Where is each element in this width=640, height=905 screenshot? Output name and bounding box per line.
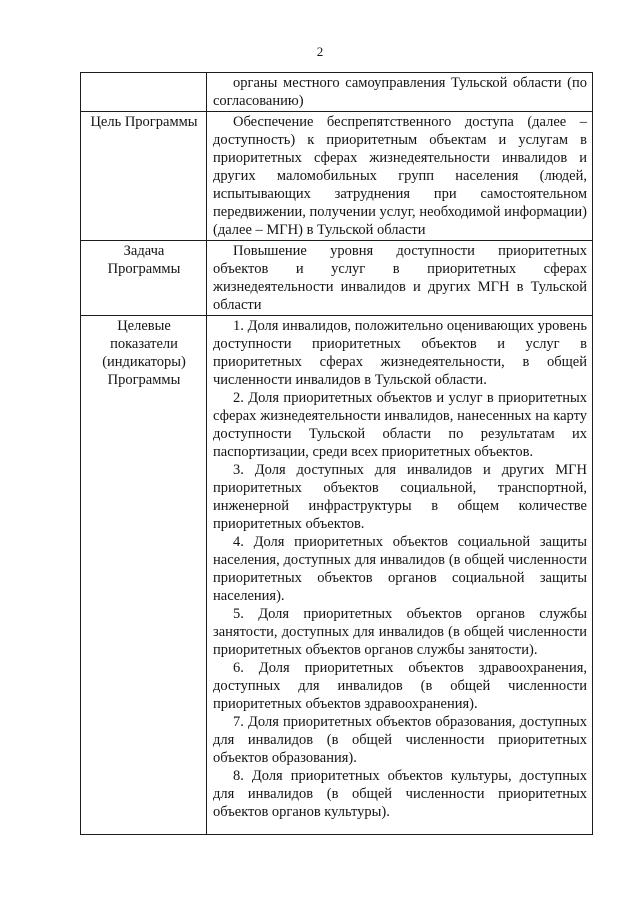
row-label: Цель Программы	[81, 112, 207, 241]
indicator-item: 7. Доля приоритетных объектов образования, доступных для инвалидов (в общей численности приоритетных объектов образования).	[213, 714, 587, 766]
indicator-item: 2. Доля приоритетных объектов и услуг в приоритетных сферах жизнедеятельности инвалидов, нанесенных на карту доступности Тульской области по результатам их паспортизации, среди всех приоритетных объектов.	[213, 390, 587, 460]
table-row-target-indicators	[81, 316, 593, 835]
page-number: 2	[316, 44, 324, 59]
task-text: Повышение уровня доступности приоритетных объектов и услуг в приоритетных сферах жизнедеятельности инвалидов и других МГН в Тульской области	[213, 243, 587, 313]
indicator-item: 5. Доля приоритетных объектов органов службы занятости, доступных для инвалидов (в общей численности приоритетных объектов органов службы занятости).	[213, 606, 587, 658]
table-row-program-task	[81, 241, 593, 316]
row-content	[207, 112, 593, 241]
row-label	[81, 73, 207, 112]
indicator-item: 8. Доля приоритетных объектов культуры, доступных для инвалидов (в общей численности приоритетных объектов органов культуры).	[213, 768, 587, 820]
table-row-executors-continued	[81, 73, 593, 112]
indicator-item: 4. Доля приоритетных объектов социальной защиты населения, доступных для инвалидов (в общей численности приоритетных объектов органов социальной защиты населения).	[213, 534, 587, 604]
indicator-item: 1. Доля инвалидов, положительно оценивающих уровень доступности приоритетных объектов и услуг в приоритетных сферах жизнедеятельности, в общей численности инвалидов в Тульской области.	[213, 318, 587, 388]
table-row-program-goal	[81, 112, 593, 241]
program-passport-table	[80, 72, 593, 835]
indicator-item: 6. Доля приоритетных объектов здравоохранения, доступных для инвалидов (в общей численности приоритетных объектов здравоохранения).	[213, 660, 587, 712]
row-content	[207, 241, 593, 316]
cell-bottom-space	[213, 821, 587, 833]
goal-text: Обеспечение беспрепятственного доступа (далее – доступность) к приоритетным объектам и услугам в приоритетных сферах жизнедеятельности инвалидов и других маломобильных групп населения (людей, испытывающих затруднения при самостоятельном передвижении, получении услуг, необходимой информации) (далее – МГН) в Тульской области	[213, 114, 587, 238]
row-label: Целевые показатели (индикаторы) Программы	[81, 316, 207, 835]
executors-text: органы местного самоуправления Тульской области (по согласованию)	[213, 75, 587, 109]
row-label: Задача Программы	[81, 241, 207, 316]
row-content	[207, 73, 593, 112]
row-content	[207, 316, 593, 835]
indicator-item: 3. Доля доступных для инвалидов и других МГН приоритетных объектов социальной, транспортной, инженерной инфраструктуры в общем количестве приоритетных объектов.	[213, 462, 587, 532]
